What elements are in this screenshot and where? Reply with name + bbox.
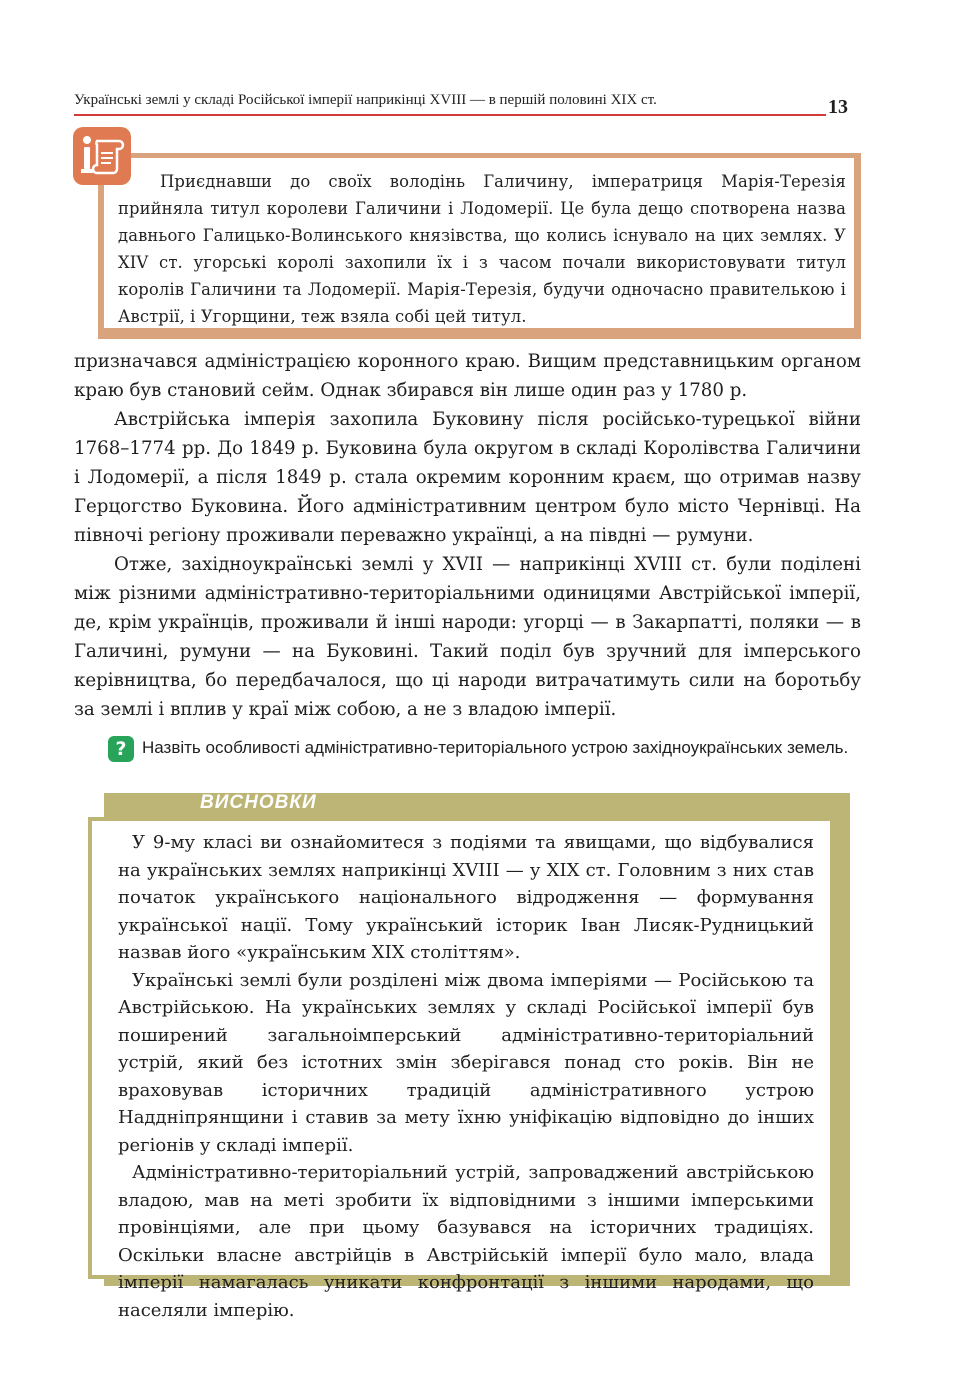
main-paragraph-3: Отже, західноукраїнські землі у XVII — наприкінці XVIII ст. були поділені між різними адміністративно-територіальними одиницями Австрійської імперії, де, крім українців, проживали й інші народи: угорці — в Закарпатті, поляки — в Галичині, румуни — на Буковині. Такий поділ був зручний для імперського керівництва, бо передбачалося, що ці народи витрачатимуть сили на боротьбу за землі і вплив у краї між собою, а не з владою імперії. xyxy=(74,554,861,720)
main-paragraph-2: Австрійська імперія захопила Буковину після російсько-турецької війни 1768–1774 рр. До 1849 р. Буковина була округом в складі Королівства Галичини і Лодомерії, а після 1849 р. стала окремим коронним краєм, що отримав назву Герцогство Буковина. Його адміністративним центром було місто Чернівці. На півночі регіону проживали переважно українці, а на півдні — румуни. xyxy=(74,409,861,546)
main-text xyxy=(74,347,861,724)
info-box-text: Приєднавши до своїх володінь Галичину, імператриця Марія-Терезія прийняла титул королеви Галичини і Лодомерії. Це була дещо спотворена назва давнього Галицько-Волинського князівства, що колись існувало на цих землях. У XIV ст. угорські королі захопили їх і з часом почали використовувати титул королів Галичини та Лодомерії. Марія-Терезія, будучи одночасно правителькою і Австрії, і Угорщини, теж взяла собі цей титул. xyxy=(118,172,846,326)
main-paragraph-1: призначався адміністрацією коронного краю. Вищим представницьким органом краю був становий сейм. Однак збирався він лише один раз у 1780 р. xyxy=(74,351,861,401)
conclusions-box-inner xyxy=(92,821,830,1321)
info-document-icon xyxy=(73,127,131,185)
conclusions-box xyxy=(88,817,834,1321)
conclusions-paragraph-2: Українські землі були розділені між двома імперіями — Російською та Австрійською. На українських землях у складі Російської імперії був поширений загальноімперський адміністративно-територіальний устрій, який без істотних змін зберігався понад сто років. Він не враховував історичних традицій адміністративного устрою Наддніпрянщини і ставив за мету їхню уніфікацію відповідно до інших регіонів у складі імперії. xyxy=(118,969,814,1156)
conclusions-paragraph-1: У 9-му класі ви ознайомитеся з подіями та явищами, що відбувалися на українських землях наприкінці XVIII — у XIX ст. Головним з них став початок українського національного відродження — формування української нації. Тому український історик Іван Лисяк-Рудницький назвав його «українським XIX століттям». xyxy=(118,832,814,963)
info-box xyxy=(98,153,861,339)
page-header xyxy=(74,90,826,116)
question-icon: ? xyxy=(108,736,134,762)
conclusions-text xyxy=(118,829,814,1324)
conclusions-paragraph-3: Адміністративно-територіальний устрій, запроваджений австрійською владою, мав на меті зробити їх відповідними з іншими імперськими провінціями, але при цьому базувався на історичних традиціях. Оскільки власне австрійців в Австрійській імперії було мало, влада імперії намагалась уникати конфронтації з іншими народами, що населяли імперію. xyxy=(118,1162,814,1321)
conclusions-title: ВИСНОВКИ xyxy=(200,792,317,813)
info-box-inner xyxy=(104,158,854,328)
info-document-icon-graphic xyxy=(73,127,131,185)
question-text: Назвіть особливості адміністративно-територіального устрою західноукраїнських земель. xyxy=(142,738,849,757)
running-header-title: Українські землі у складі Російської імперії наприкінці XVIII — в першій половині XIX ст. xyxy=(74,92,657,108)
page-number: 13 xyxy=(828,96,848,118)
